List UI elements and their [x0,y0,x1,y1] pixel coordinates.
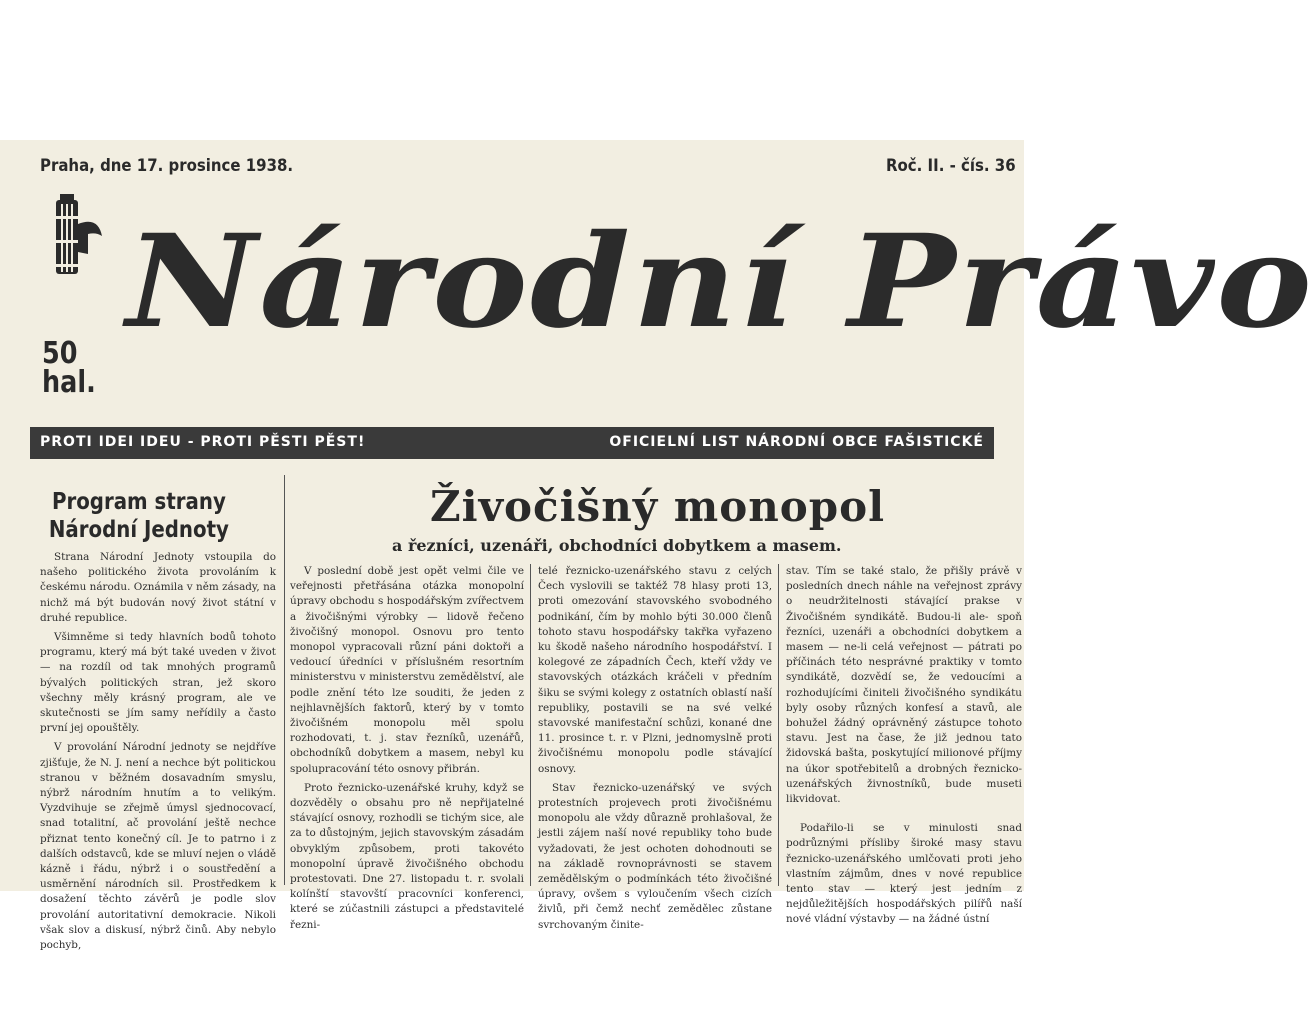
newspaper-page [0,140,1314,952]
main-col2-paragraph: Stav řeznicko-uzenářský ve svých protestních projevech proti živočišnému monopolu ale vždy důrazně prohlašoval, že jestli zájem naší nové republiky toho bude vyžadovati, že jest ochoten dohodnouti se na základě rovnoprávnosti se stavem zemědělským o podmínkách této živočišné úpravy, ovšem s vyloučením všech cizích živlů, při čemž nechť zemědělec zůstane svrchovaným činite- [538,781,772,931]
masthead-title: Národní Právo [126,207,1314,357]
left-title-line2: Národní Jednoty [48,517,229,544]
main-column-2 [538,564,772,931]
left-paragraph: Všimněme si tedy hlavních bodů tohoto programu, který má být také uveden v život — na rozdíl od tak mnohých programů bývalých politických stran, jež skoro všechny měly krásný program, ale ve skutečnosti se jím samy neřídily a často první jej opouštěly. [40,631,276,735]
issue-date: Praha, dne 17. prosince 1938. [40,156,294,176]
main-col2-paragraph: telé řeznicko-uzenářského stavu z celých Čech vyslovili se taktéž 78 hlasy proti 13, proti omezování stavovského svobodného podnikání, čím by mohlo býti 30.000 členů tohoto stavu hospodářsky takřka vyřazeno ku škodě našeho národního hospodářství. I kolegové ze západních Čech, kteří vždy ve stavovských otázkách kráčeli v předním šiku se svými kolegy z ostatních oblastí naší republiky, postavili se na své velké stavovské manifestační schůzi, konané dne 11. prosince t. r. v Plzni, jednomyslně proti živočišnému monopolu podle stávající osnovy. [538,565,772,775]
main-col1-paragraph: V poslední době jest opět velmi čile ve veřejnosti přetřásána otázka monopolní úpravy obchodu s hospodářským zvířectvem a živočišnými výrobky — lidově řečeno živočišný monopol. Osnovu pro tento monopol vypracovali různí páni doktoři a vedoucí úředníci v příslušném resortním ministerstvu v ministerstvu zemědělství, ale podle znění této lze souditi, že jeden z nejhlavnějších faktorů, který by v tomto živočišném monopolu měl spolu rozhodovati, t. j. stav řezníků, uzenářů, obchodníků dobytkem a masem, nebyl ku spolupracování této osnovy přibrán. [290,565,524,775]
price-unit: hal. [42,364,96,400]
main-col3-paragraph: stav. Tím se také stalo, že přišly právě v posledních dnech náhle na veřejnost zprávy o neudržitelnosti stávající prakse v Živočišném syndikátě. Budou-li ale- spoň řezníci, uzenáři a obchodníci dobytkem a masem — ne-li celá veřejnost — pátrati po příčinách této nesprávné praktiky v tomto syndikátě, dozvědí se, že vedoucími a rozhodujícími činiteli živočišného syndikátu byly osoby různých konfesí a stavů, ale bohužel žádný oprávněný zástupce tohoto stavu. Jest na čase, že již jednou tato židovská bašta, poskytující milionové příjmy na úkor spotřebitelů a drobných řeznicko-uzenářských živnostníků, bude museti likvidovat. [786,565,1022,806]
left-paragraph: V provolání Národní jednoty se nejdříve zjišťuje, že N. J. není a nechce být politickou stranou v běžném dosavadním smyslu, nýbrž národním hnutím a to velikým. Vyzdvihuje se zřejmě úmysl sjednocovací, snad totalitní, ač provolání ještě nechce přiznat tento konečný cíl. Je to patrno i z dalších odstavců, kde se mluví nejen o vládě kázně i řádu, nýbrž i o soustředění a usměrnění národních sil. Prostředkem k dosažení těchto závěrů je podle slov provolání autoritativní demokracie. Nikoli však slov a diskusí, nýbrž činů. Aby nebylo pochyb, [40,741,276,952]
main-column-1 [290,564,524,931]
column-divider [284,475,285,885]
left-article-title [40,488,238,544]
fasces-emblem-icon [54,194,108,280]
motto-banner [30,427,994,459]
left-article-body [40,550,276,952]
price-block [42,336,96,400]
price-value: 50 [42,336,78,371]
column-divider [778,564,779,886]
banner-motto: PROTI IDEI IDEU - PROTI PĚSTI PĚST! [40,434,366,450]
main-subhead: a řezníci, uzenáři, obchodníci dobytkem a masem. [392,536,842,555]
main-column-3 [786,564,1022,926]
main-headline: Živočišný monopol [430,482,886,531]
main-col1-paragraph: Proto řeznicko-uzenářské kruhy, když se dozvěděly o obsahu pro ně nepřijatelné stávající osnovy, rozhodli se tichým sice, ale za to důstojným, jejich stavovským zásadám obvyklým způsobem, proti takovéto monopolní úpravě živočišného obchodu protestovati. Dne 27. listopadu t. r. svolali kolínští stavovští pracovníci konferenci, které se zúčastnili zástupci a představitelé řezni- [290,781,524,931]
left-paragraph: Strana Národní Jednoty vstoupila do našeho politického života provoláním k českému národu. Oznámila v něm zásady, na nichž má být budován nový život státní v druhé republice. [40,551,276,624]
main-col3-paragraph: Podařilo-li se v minulosti snad podrůznými přísliby široké masy stavu řeznicko-uzenářského umlčovati proti jeho vlastním zájmům, dnes v nové republice tento stav — který jest jedním z nejdůležitějších hospodářských pilířů naší nové vládní výstavby — na žádné ústní [786,822,1022,926]
issue-number: Roč. II. - čís. 36 [886,156,1016,176]
banner-subtitle: OFICIELNÍ LIST NÁRODNÍ OBCE FAŠISTICKÉ [609,434,984,450]
left-title-line1: Program strany [51,489,226,515]
column-divider [530,564,531,886]
